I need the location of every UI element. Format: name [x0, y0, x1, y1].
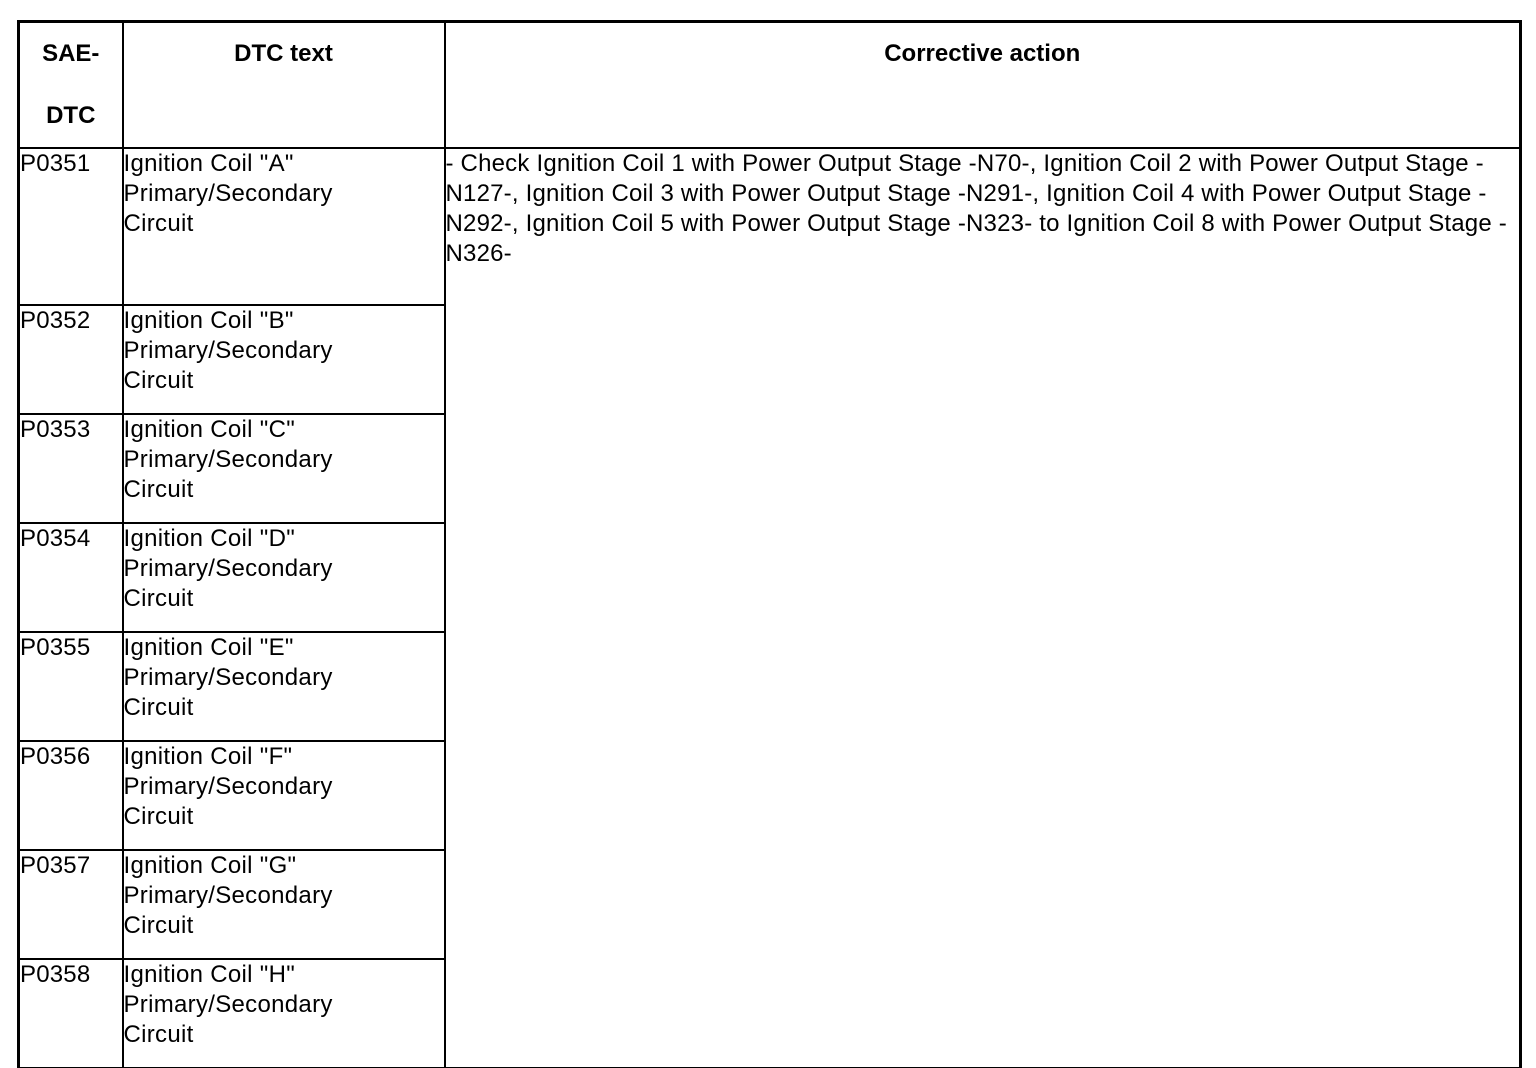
header-corrective-action-label: Corrective action [884, 40, 1081, 67]
dtc-description [123, 148, 445, 305]
dtc-description-line: Circuit [123, 912, 194, 939]
header-dtc-text [123, 22, 445, 149]
dtc-description-line: Primary/Secondary [123, 337, 333, 364]
dtc-description [123, 305, 445, 414]
dtc-description [123, 632, 445, 741]
dtc-code: P0354 [19, 523, 123, 632]
header-sae-dtc-line1: SAE- [42, 40, 100, 67]
dtc-description-line: Circuit [123, 694, 194, 721]
dtc-description [123, 523, 445, 632]
dtc-description-line: Primary/Secondary [123, 882, 333, 909]
header-sae-dtc [19, 22, 123, 149]
dtc-description-line: Ignition Coil "D" [123, 525, 296, 552]
dtc-code: P0357 [19, 850, 123, 959]
dtc-description-line: Circuit [123, 1021, 194, 1048]
dtc-code: P0356 [19, 741, 123, 850]
dtc-description-line: Primary/Secondary [123, 664, 333, 691]
dtc-description-line: Ignition Coil "B" [123, 307, 294, 334]
corrective-action-cell: - Check Ignition Coil 1 with Power Output Stage -N70-, Ignition Coil 2 with Power Output Stage -N127-, Ignition Coil 3 with Power Output Stage -N291-, Ignition Coil 4 with Power Output Stage -N292-, Ignition Coil 5 with Power Output Stage -N323- to Ignition Coil 8 with Power Output Stage -N326- [445, 148, 1521, 1068]
dtc-description-line: Circuit [123, 803, 194, 830]
dtc-code: P0355 [19, 632, 123, 741]
dtc-description-line: Circuit [123, 585, 194, 612]
dtc-description-line: Primary/Secondary [123, 446, 333, 473]
dtc-code: P0352 [19, 305, 123, 414]
header-sae-dtc-line2: DTC [46, 102, 96, 129]
dtc-description-line: Ignition Coil "G" [123, 852, 297, 879]
dtc-code: P0358 [19, 959, 123, 1068]
dtc-description [123, 414, 445, 523]
dtc-description-line: Primary/Secondary [123, 991, 333, 1018]
dtc-description-line: Ignition Coil "E" [123, 634, 294, 661]
dtc-description-line: Primary/Secondary [123, 773, 333, 800]
dtc-description-line: Circuit [123, 476, 194, 503]
dtc-description-line: Ignition Coil "H" [123, 961, 296, 988]
dtc-description [123, 741, 445, 850]
dtc-description-line: Ignition Coil "F" [123, 743, 293, 770]
header-dtc-text-label: DTC text [234, 40, 333, 67]
table-header-row [19, 22, 1521, 149]
dtc-description [123, 850, 445, 959]
dtc-code: P0353 [19, 414, 123, 523]
dtc-description-line: Primary/Secondary [123, 180, 333, 207]
dtc-description [123, 959, 445, 1068]
dtc-table [17, 20, 1522, 1068]
dtc-code: P0351 [19, 148, 123, 305]
dtc-description-line: Primary/Secondary [123, 555, 333, 582]
dtc-description-line: Ignition Coil "C" [123, 416, 296, 443]
dtc-description-line: Ignition Coil "A" [123, 150, 294, 177]
table-row [19, 148, 1521, 305]
header-corrective-action [445, 22, 1521, 149]
dtc-description-line: Circuit [123, 210, 194, 237]
dtc-description-line: Circuit [123, 367, 194, 394]
